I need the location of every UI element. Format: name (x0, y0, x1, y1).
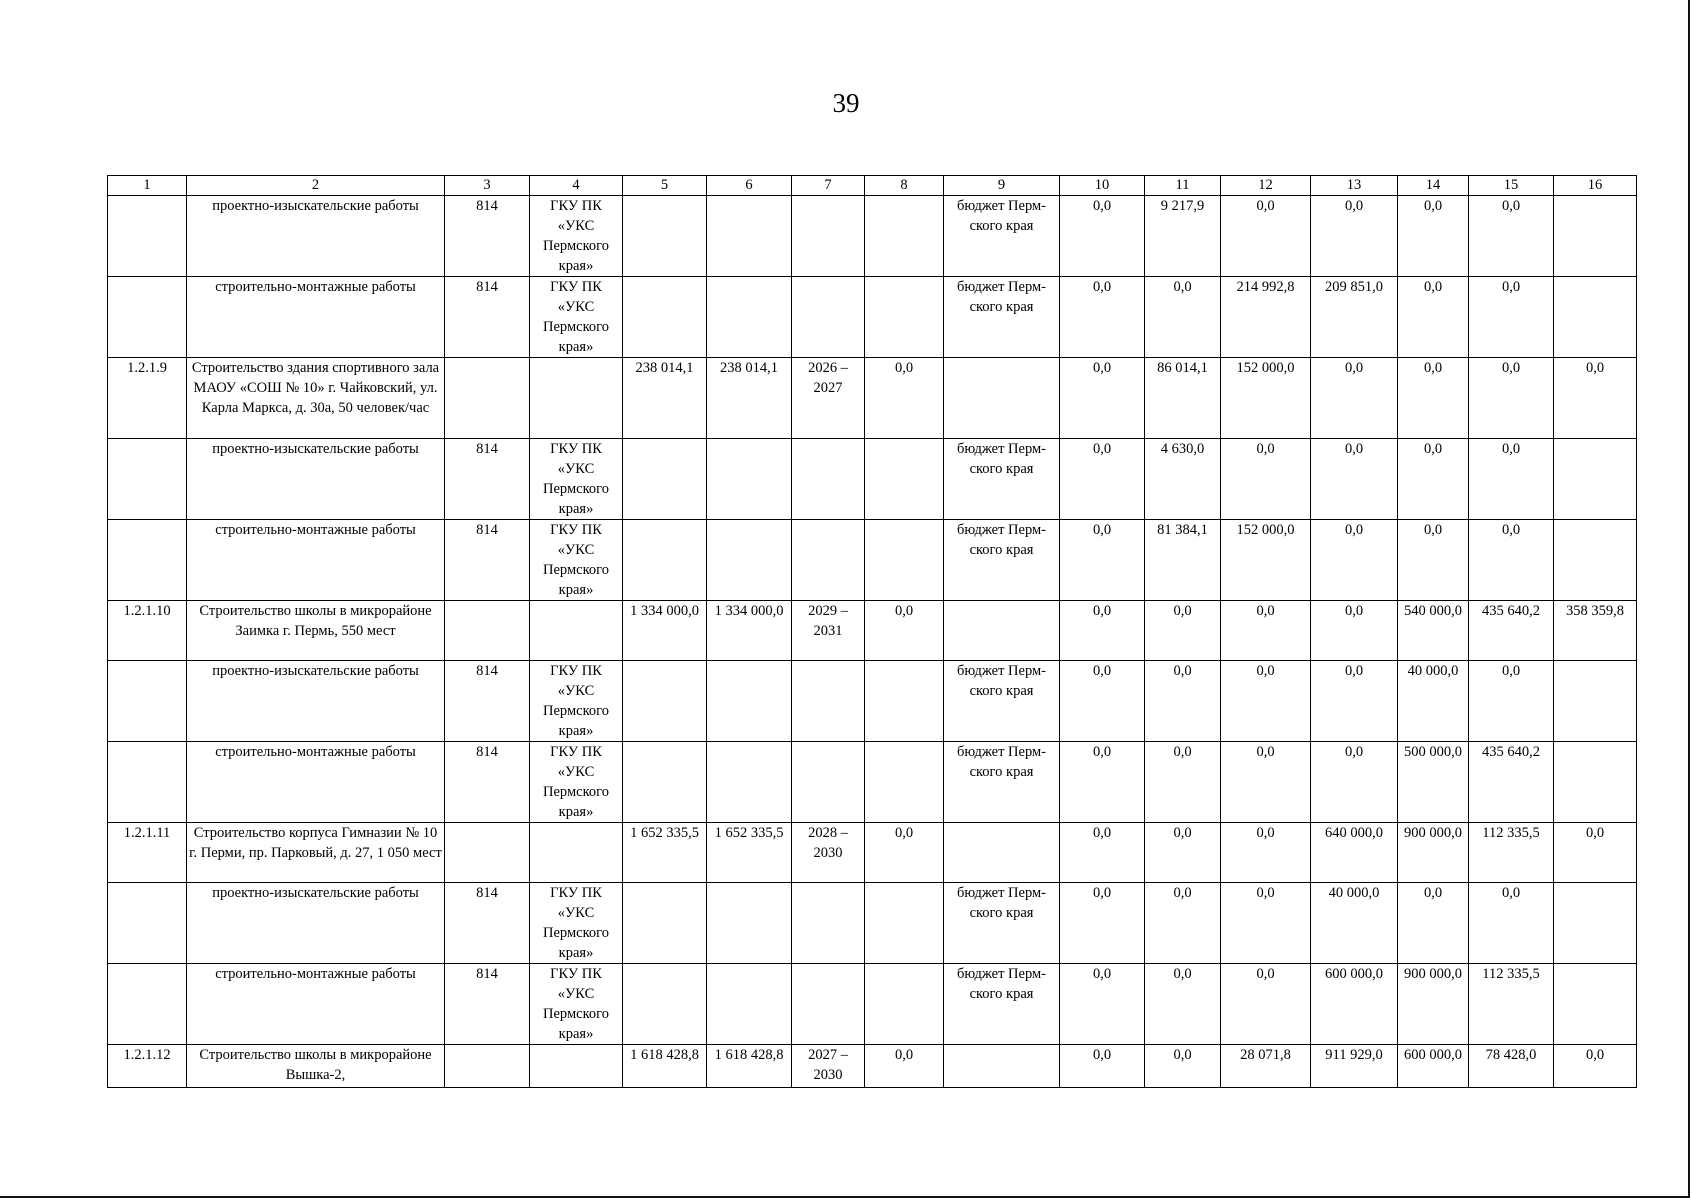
table-row (108, 196, 1637, 277)
total-cost (623, 964, 707, 1045)
value-col-15: 0,0 (1469, 520, 1554, 601)
value-col-13: 0,0 (1311, 439, 1398, 520)
table-row (108, 742, 1637, 823)
total-cost (623, 661, 707, 742)
total-cost (623, 196, 707, 277)
code: 814 (445, 883, 530, 964)
item-number: 1.2.1.9 (108, 358, 187, 439)
value-col-11: 0,0 (1145, 601, 1221, 661)
value-col-10: 0,0 (1060, 601, 1145, 661)
value-col-14: 900 000,0 (1398, 964, 1469, 1045)
value-col-11: 9 217,9 (1145, 196, 1221, 277)
total-cost: 238 014,1 (623, 358, 707, 439)
value-col-14: 40 000,0 (1398, 661, 1469, 742)
value-col-16 (1554, 661, 1637, 742)
estimated-cost: 1 334 000,0 (707, 601, 792, 661)
value-col-16 (1554, 742, 1637, 823)
value-col-15: 78 428,0 (1469, 1045, 1554, 1088)
value-col-13: 40 000,0 (1311, 883, 1398, 964)
column-header: 6 (707, 176, 792, 196)
code: 814 (445, 964, 530, 1045)
prior-amount (865, 661, 944, 742)
value-col-11: 4 630,0 (1145, 439, 1221, 520)
value-col-16: 358 359,8 (1554, 601, 1637, 661)
code: 814 (445, 661, 530, 742)
estimated-cost: 1 618 428,8 (707, 1045, 792, 1088)
item-name: строительно-монтажные работы (187, 277, 445, 358)
funding-source (944, 601, 1060, 661)
item-name: проектно-изыскательские работы (187, 661, 445, 742)
period: 2029 – 2031 (792, 601, 865, 661)
funding-source (944, 1045, 1060, 1088)
table-row (108, 520, 1637, 601)
funding-source: бюджет Перм-ского края (944, 964, 1060, 1045)
total-cost: 1 652 335,5 (623, 823, 707, 883)
funding-source (944, 823, 1060, 883)
estimated-cost: 238 014,1 (707, 358, 792, 439)
period: 2026 – 2027 (792, 358, 865, 439)
period (792, 742, 865, 823)
item-name: Строительство школы в микрорайоне Вышка-2, (187, 1045, 445, 1088)
executor: ГКУ ПК «УКС Пермского края» (530, 439, 623, 520)
value-col-14: 500 000,0 (1398, 742, 1469, 823)
value-col-12: 0,0 (1221, 823, 1311, 883)
period: 2027 – 2030 (792, 1045, 865, 1088)
value-col-12: 214 992,8 (1221, 277, 1311, 358)
value-col-15: 435 640,2 (1469, 601, 1554, 661)
value-col-13: 640 000,0 (1311, 823, 1398, 883)
value-col-14: 600 000,0 (1398, 1045, 1469, 1088)
code: 814 (445, 520, 530, 601)
value-col-10: 0,0 (1060, 742, 1145, 823)
total-cost (623, 883, 707, 964)
code (445, 1045, 530, 1088)
page-number: 39 (832, 88, 860, 118)
value-col-13: 0,0 (1311, 520, 1398, 601)
funding-source: бюджет Перм-ского края (944, 196, 1060, 277)
period (792, 277, 865, 358)
item-number (108, 661, 187, 742)
prior-amount (865, 196, 944, 277)
value-col-10: 0,0 (1060, 196, 1145, 277)
code: 814 (445, 196, 530, 277)
item-number: 1.2.1.12 (108, 1045, 187, 1088)
header-row (108, 176, 1637, 196)
value-col-10: 0,0 (1060, 277, 1145, 358)
prior-amount: 0,0 (865, 358, 944, 439)
column-header: 5 (623, 176, 707, 196)
value-col-15: 0,0 (1469, 196, 1554, 277)
value-col-15: 0,0 (1469, 277, 1554, 358)
value-col-13: 600 000,0 (1311, 964, 1398, 1045)
funding-source: бюджет Перм-ского края (944, 520, 1060, 601)
column-header: 2 (187, 176, 445, 196)
item-name: проектно-изыскательские работы (187, 196, 445, 277)
value-col-11: 0,0 (1145, 661, 1221, 742)
table-row (108, 1045, 1637, 1088)
total-cost: 1 334 000,0 (623, 601, 707, 661)
value-col-14: 0,0 (1398, 277, 1469, 358)
executor: ГКУ ПК «УКС Пермского края» (530, 196, 623, 277)
item-number (108, 883, 187, 964)
period (792, 439, 865, 520)
code (445, 601, 530, 661)
value-col-16: 0,0 (1554, 358, 1637, 439)
item-name: Строительство здания спортивного зала МАОУ «СОШ № 10» г. Чайковский, ул. Карла Маркса, д. 30а, 50 человек/час (187, 358, 445, 439)
column-header: 3 (445, 176, 530, 196)
value-col-12: 152 000,0 (1221, 520, 1311, 601)
total-cost (623, 277, 707, 358)
value-col-12: 0,0 (1221, 661, 1311, 742)
column-header: 16 (1554, 176, 1637, 196)
value-col-11: 0,0 (1145, 823, 1221, 883)
budget-table (107, 175, 1637, 1088)
table-row (108, 601, 1637, 661)
value-col-13: 0,0 (1311, 742, 1398, 823)
prior-amount (865, 964, 944, 1045)
value-col-13: 209 851,0 (1311, 277, 1398, 358)
executor (530, 1045, 623, 1088)
estimated-cost (707, 661, 792, 742)
value-col-14: 0,0 (1398, 883, 1469, 964)
item-number (108, 520, 187, 601)
value-col-12: 0,0 (1221, 196, 1311, 277)
code: 814 (445, 439, 530, 520)
total-cost: 1 618 428,8 (623, 1045, 707, 1088)
value-col-16 (1554, 439, 1637, 520)
estimated-cost (707, 277, 792, 358)
estimated-cost (707, 439, 792, 520)
executor (530, 823, 623, 883)
value-col-11: 86 014,1 (1145, 358, 1221, 439)
value-col-11: 0,0 (1145, 964, 1221, 1045)
estimated-cost (707, 883, 792, 964)
item-name: Строительство корпуса Гимназии № 10 г. Перми, пр. Парковый, д. 27, 1 050 мест (187, 823, 445, 883)
column-header: 11 (1145, 176, 1221, 196)
value-col-10: 0,0 (1060, 964, 1145, 1045)
value-col-10: 0,0 (1060, 358, 1145, 439)
prior-amount (865, 883, 944, 964)
value-col-14: 0,0 (1398, 196, 1469, 277)
item-number (108, 439, 187, 520)
code (445, 358, 530, 439)
value-col-13: 0,0 (1311, 196, 1398, 277)
value-col-15: 0,0 (1469, 661, 1554, 742)
executor: ГКУ ПК «УКС Пермского края» (530, 883, 623, 964)
value-col-11: 0,0 (1145, 277, 1221, 358)
estimated-cost: 1 652 335,5 (707, 823, 792, 883)
value-col-13: 0,0 (1311, 358, 1398, 439)
value-col-15: 435 640,2 (1469, 742, 1554, 823)
item-number (108, 964, 187, 1045)
value-col-16: 0,0 (1554, 823, 1637, 883)
item-number (108, 196, 187, 277)
value-col-10: 0,0 (1060, 661, 1145, 742)
executor: ГКУ ПК «УКС Пермского края» (530, 742, 623, 823)
item-name: строительно-монтажные работы (187, 964, 445, 1045)
value-col-12: 0,0 (1221, 964, 1311, 1045)
item-number: 1.2.1.11 (108, 823, 187, 883)
total-cost (623, 520, 707, 601)
executor: ГКУ ПК «УКС Пермского края» (530, 277, 623, 358)
value-col-10: 0,0 (1060, 1045, 1145, 1088)
value-col-12: 0,0 (1221, 439, 1311, 520)
item-name: строительно-монтажные работы (187, 742, 445, 823)
value-col-11: 0,0 (1145, 883, 1221, 964)
code: 814 (445, 277, 530, 358)
item-number (108, 277, 187, 358)
table-row (108, 823, 1637, 883)
estimated-cost (707, 520, 792, 601)
funding-source: бюджет Перм-ского края (944, 661, 1060, 742)
code: 814 (445, 742, 530, 823)
prior-amount: 0,0 (865, 1045, 944, 1088)
value-col-14: 900 000,0 (1398, 823, 1469, 883)
funding-source: бюджет Перм-ского края (944, 883, 1060, 964)
value-col-16 (1554, 196, 1637, 277)
value-col-10: 0,0 (1060, 520, 1145, 601)
value-col-11: 81 384,1 (1145, 520, 1221, 601)
value-col-10: 0,0 (1060, 439, 1145, 520)
value-col-13: 0,0 (1311, 601, 1398, 661)
item-name: проектно-изыскательские работы (187, 439, 445, 520)
value-col-15: 112 335,5 (1469, 964, 1554, 1045)
estimated-cost (707, 742, 792, 823)
value-col-15: 0,0 (1469, 358, 1554, 439)
funding-source (944, 358, 1060, 439)
executor: ГКУ ПК «УКС Пермского края» (530, 964, 623, 1045)
value-col-15: 112 335,5 (1469, 823, 1554, 883)
total-cost (623, 742, 707, 823)
funding-source: бюджет Перм-ского края (944, 439, 1060, 520)
item-name: проектно-изыскательские работы (187, 883, 445, 964)
period: 2028 – 2030 (792, 823, 865, 883)
value-col-14: 0,0 (1398, 439, 1469, 520)
table-row (108, 964, 1637, 1045)
column-header: 13 (1311, 176, 1398, 196)
prior-amount (865, 277, 944, 358)
total-cost (623, 439, 707, 520)
item-number: 1.2.1.10 (108, 601, 187, 661)
column-header: 10 (1060, 176, 1145, 196)
value-col-12: 152 000,0 (1221, 358, 1311, 439)
column-header: 14 (1398, 176, 1469, 196)
funding-source: бюджет Перм-ского края (944, 277, 1060, 358)
executor (530, 601, 623, 661)
executor (530, 358, 623, 439)
column-header: 4 (530, 176, 623, 196)
table-row (108, 883, 1637, 964)
executor: ГКУ ПК «УКС Пермского края» (530, 520, 623, 601)
item-name: строительно-монтажные работы (187, 520, 445, 601)
value-col-16 (1554, 883, 1637, 964)
period (792, 661, 865, 742)
table-row (108, 277, 1637, 358)
code (445, 823, 530, 883)
column-header: 1 (108, 176, 187, 196)
prior-amount (865, 520, 944, 601)
value-col-12: 0,0 (1221, 742, 1311, 823)
prior-amount (865, 439, 944, 520)
column-header: 12 (1221, 176, 1311, 196)
value-col-10: 0,0 (1060, 823, 1145, 883)
value-col-15: 0,0 (1469, 439, 1554, 520)
value-col-10: 0,0 (1060, 883, 1145, 964)
column-header: 8 (865, 176, 944, 196)
period (792, 883, 865, 964)
column-header: 15 (1469, 176, 1554, 196)
value-col-13: 0,0 (1311, 661, 1398, 742)
prior-amount: 0,0 (865, 823, 944, 883)
value-col-16 (1554, 964, 1637, 1045)
item-number (108, 742, 187, 823)
value-col-12: 0,0 (1221, 883, 1311, 964)
value-col-16 (1554, 277, 1637, 358)
column-header: 9 (944, 176, 1060, 196)
value-col-12: 28 071,8 (1221, 1045, 1311, 1088)
period (792, 520, 865, 601)
value-col-16: 0,0 (1554, 1045, 1637, 1088)
period (792, 196, 865, 277)
prior-amount (865, 742, 944, 823)
executor: ГКУ ПК «УКС Пермского края» (530, 661, 623, 742)
funding-source: бюджет Перм-ского края (944, 742, 1060, 823)
value-col-11: 0,0 (1145, 1045, 1221, 1088)
value-col-11: 0,0 (1145, 742, 1221, 823)
table-row (108, 439, 1637, 520)
value-col-14: 0,0 (1398, 358, 1469, 439)
estimated-cost (707, 964, 792, 1045)
table-row (108, 661, 1637, 742)
period (792, 964, 865, 1045)
table-row (108, 358, 1637, 439)
value-col-16 (1554, 520, 1637, 601)
value-col-13: 911 929,0 (1311, 1045, 1398, 1088)
item-name: Строительство школы в микрорайоне Заимка г. Пермь, 550 мест (187, 601, 445, 661)
value-col-12: 0,0 (1221, 601, 1311, 661)
value-col-14: 0,0 (1398, 520, 1469, 601)
value-col-15: 0,0 (1469, 883, 1554, 964)
prior-amount: 0,0 (865, 601, 944, 661)
estimated-cost (707, 196, 792, 277)
column-header: 7 (792, 176, 865, 196)
value-col-14: 540 000,0 (1398, 601, 1469, 661)
